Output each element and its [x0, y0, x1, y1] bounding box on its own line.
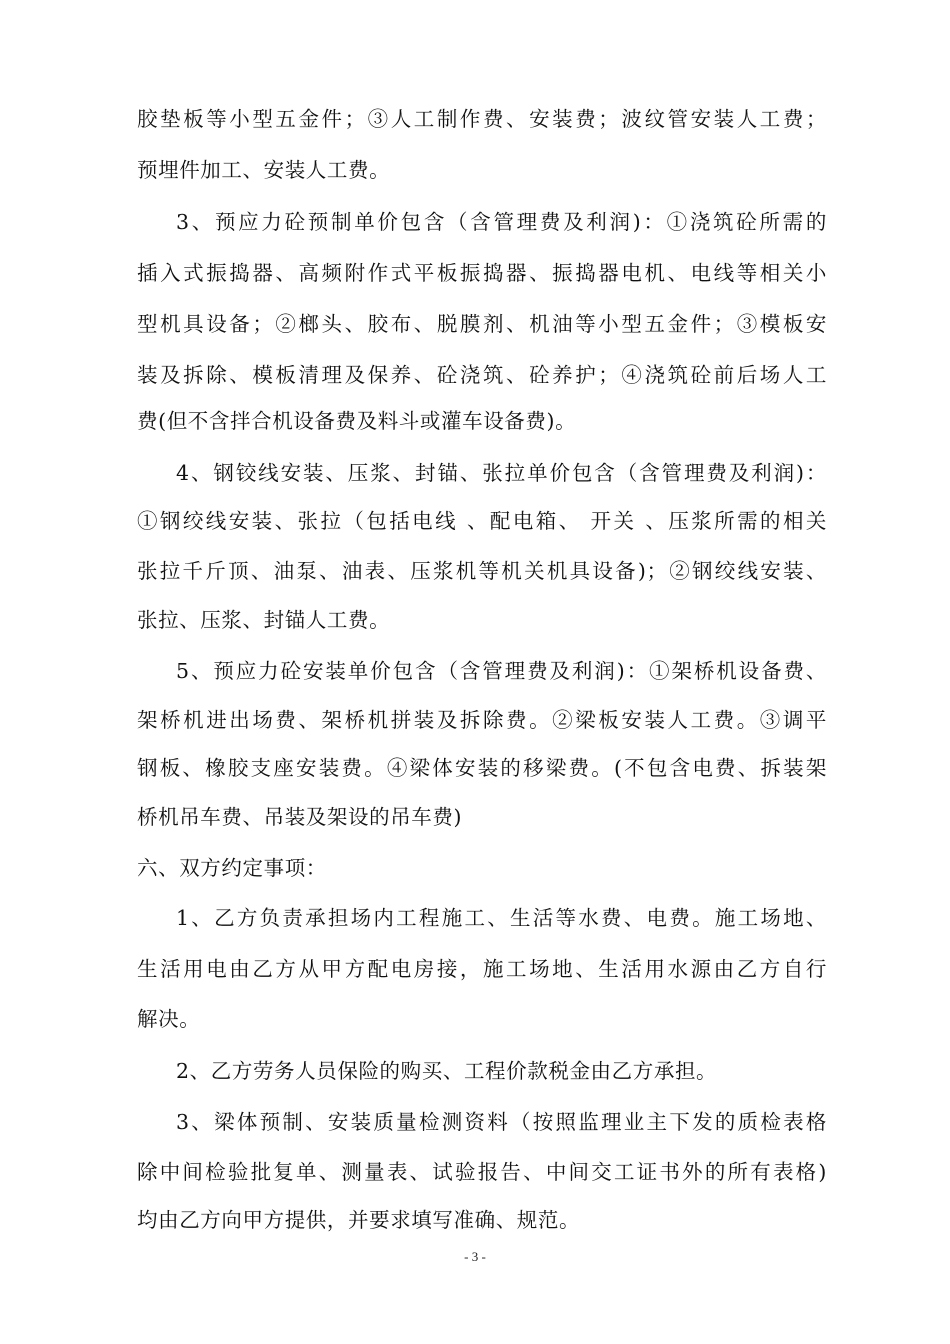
text-line-22: 除中间检验批复单、测量表、试验报告、中间交工证书外的所有表格) — [137, 1160, 827, 1184]
text-line-15: 桥机吊车费、吊装及架设的吊车费) — [137, 805, 463, 829]
text-line-2: 预埋件加工、安装人工费。 — [137, 158, 391, 182]
text-line-5: 型机具设备；②榔头、胶布、脱膜剂、机油等小型五金件；③模板安 — [137, 312, 827, 336]
text-line-10: 张拉千斤顶、油泵、油表、压浆机等机关机具设备)；②钢绞线安装、 — [137, 559, 827, 583]
section-heading: 六、双方约定事项： — [137, 856, 327, 880]
page-number: - 3 - — [464, 1249, 486, 1264]
text-line-11: 张拉、压浆、封锚人工费。 — [137, 608, 391, 632]
text-line-18: 生活用电由乙方从甲方配电房接，施工场地、生活用水源由乙方自行 — [137, 957, 827, 981]
text-line-3: 3、预应力砼预制单价包含（含管理费及利润)：①浇筑砼所需的 — [176, 210, 827, 234]
text-line-1: 胶垫板等小型五金件；③人工制作费、安装费；波纹管安装人工费； — [137, 107, 827, 131]
text-line-13: 架桥机进出场费、架桥机拼装及拆除费。②梁板安装人工费。③调平 — [137, 708, 827, 732]
text-line-14: 钢板、橡胶支座安装费。④梁体安装的移梁费。(不包含电费、拆装架 — [137, 756, 827, 780]
text-line-20: 2、乙方劳务人员保险的购买、工程价款税金由乙方承担。 — [176, 1059, 718, 1083]
text-line-7: 费(但不含拌合机设备费及料斗或灌车设备费)。 — [137, 409, 577, 433]
text-line-6: 装及拆除、模板清理及保养、砼浇筑、砼养护；④浇筑砼前后场人工 — [137, 363, 827, 387]
text-line-9: ①钢绞线安装、张拉（包括电线 、配电箱、 开关 、压浆所需的相关 — [137, 509, 827, 533]
text-line-4: 插入式振捣器、高频附作式平板振捣器、振捣器电机、电线等相关小 — [137, 261, 827, 285]
text-line-12: 5、预应力砼安装单价包含（含管理费及利润)：①架桥机设备费、 — [176, 659, 827, 683]
text-line-23: 均由乙方向甲方提供，并要求填写准确、规范。 — [137, 1208, 581, 1232]
text-line-21: 3、梁体预制、安装质量检测资料（按照监理业主下发的质检表格 — [176, 1110, 827, 1134]
text-line-19: 解决。 — [137, 1007, 201, 1031]
text-line-8: 4、钢铰线安装、压浆、封锚、张拉单价包含（含管理费及利润)： — [176, 461, 827, 485]
text-line-17: 1、乙方负责承担场内工程施工、生活等水费、电费。施工场地、 — [176, 906, 827, 930]
